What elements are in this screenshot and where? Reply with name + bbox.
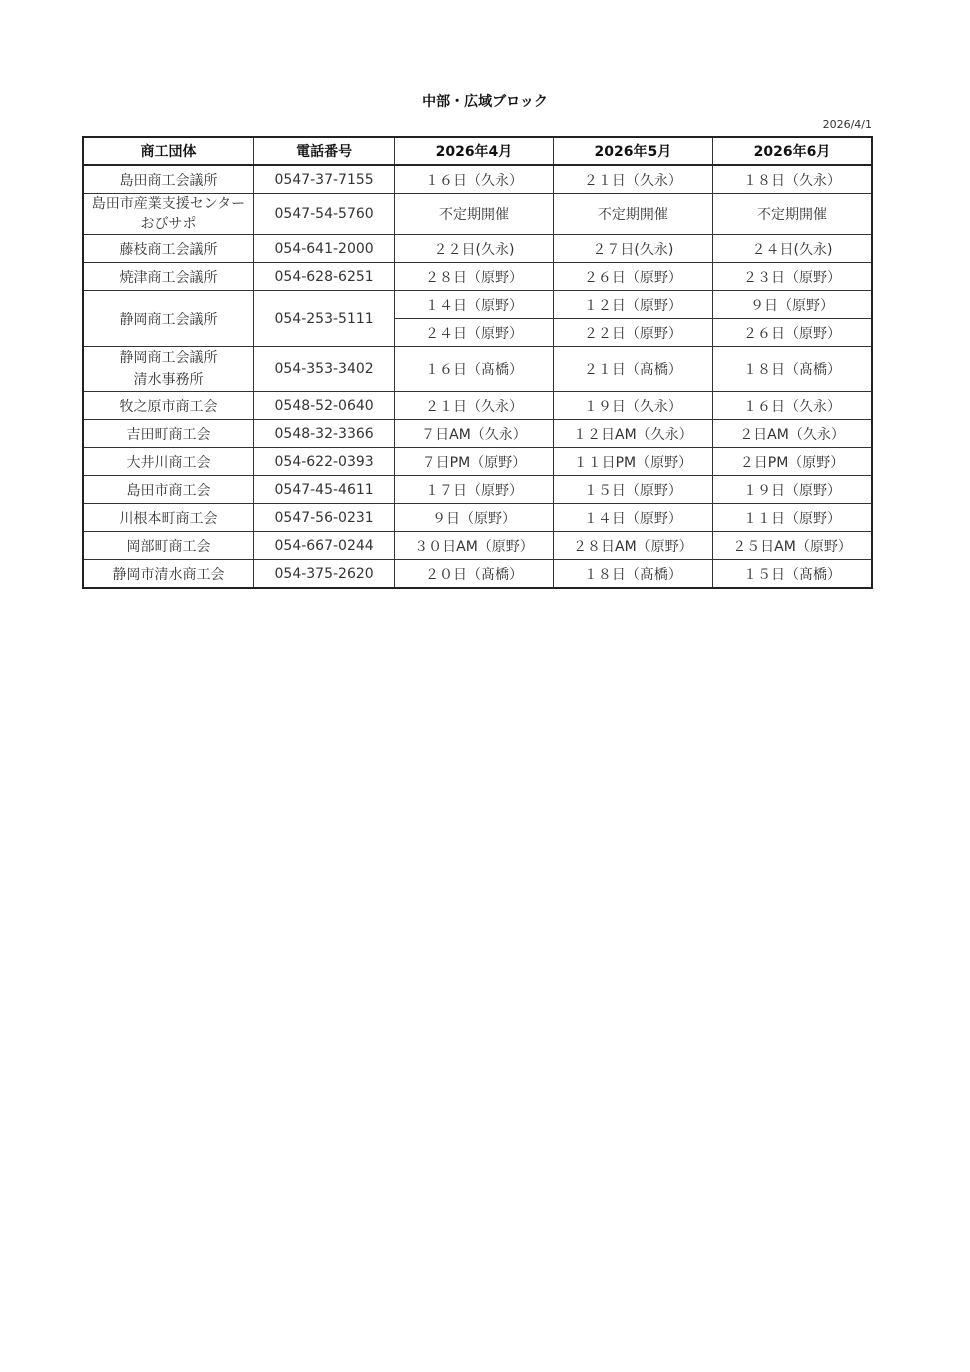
table-row [83, 476, 872, 504]
april-date: ３０日AM（原野） [395, 532, 553, 560]
table-row [83, 448, 872, 476]
june-date: １５日（髙橋） [713, 560, 872, 589]
table-row [83, 420, 872, 448]
may-date: ２１日（髙橋） [553, 347, 712, 392]
june-date: ２４日(久永) [713, 235, 872, 263]
may-date: ２６日（原野） [553, 263, 712, 291]
june-date: 不定期開催 [713, 194, 872, 235]
phone-number: 054-628-6251 [253, 263, 394, 291]
june-date: ９日（原野） [713, 291, 872, 319]
june-date-second: ２６日（原野） [713, 319, 872, 347]
june-date: ２日AM（久永） [713, 420, 872, 448]
june-date: １６日（久永） [713, 392, 872, 420]
table-row [83, 194, 872, 235]
org-name-line1: 静岡商工会議所 [119, 350, 218, 366]
org-name-line1: 島田市産業支援センター [91, 196, 246, 212]
table-row [83, 392, 872, 420]
table-row [83, 165, 872, 194]
org-name [83, 347, 253, 392]
schedule-table [82, 136, 873, 589]
org-name: 藤枝商工会議所 [83, 235, 253, 263]
april-date: １４日（原野） [395, 291, 553, 319]
april-date: 不定期開催 [395, 194, 553, 235]
june-date: ２日PM（原野） [713, 448, 872, 476]
header-phone: 電話番号 [253, 137, 394, 165]
table-row [83, 263, 872, 291]
april-date: ２８日（原野） [395, 263, 553, 291]
table-row [83, 532, 872, 560]
header-june: 2026年6月 [713, 137, 872, 165]
may-date: １８日（髙橋） [553, 560, 712, 589]
june-date: ２５日AM（原野） [713, 532, 872, 560]
phone-number: 054-253-5111 [253, 291, 394, 347]
phone-number: 0547-56-0231 [253, 504, 394, 532]
phone-number: 0547-54-5760 [253, 194, 394, 235]
phone-number: 054-667-0244 [253, 532, 394, 560]
org-name: 川根本町商工会 [83, 504, 253, 532]
april-date: １６日（髙橋） [395, 347, 553, 392]
may-date: １１日PM（原野） [553, 448, 712, 476]
april-date: １６日（久永） [395, 165, 553, 194]
table-row [83, 560, 872, 589]
may-date: １２日（原野） [553, 291, 712, 319]
org-name: 岡部町商工会 [83, 532, 253, 560]
june-date: １１日（原野） [713, 504, 872, 532]
may-date: １９日（久永） [553, 392, 712, 420]
april-date: ２０日（髙橋） [395, 560, 553, 589]
page-title: 中部・広域ブロック [422, 94, 548, 110]
table-row [83, 291, 872, 319]
org-name-line2: おびサポ [140, 216, 197, 232]
may-date: １４日（原野） [553, 504, 712, 532]
may-date: ２１日（久永） [553, 165, 712, 194]
may-date: ２７日(久永) [553, 235, 712, 263]
org-name: 静岡商工会議所 [83, 291, 253, 347]
april-date: ２１日（久永） [395, 392, 553, 420]
document-date: 2026/4/1 [822, 118, 872, 131]
june-date: １８日（久永） [713, 165, 872, 194]
table-row [83, 235, 872, 263]
org-name [83, 194, 253, 235]
april-date: ９日（原野） [395, 504, 553, 532]
april-date: １７日（原野） [395, 476, 553, 504]
phone-number: 054-353-3402 [253, 347, 394, 392]
org-name: 静岡市清水商工会 [83, 560, 253, 589]
june-date: １８日（髙橋） [713, 347, 872, 392]
may-date-second: ２２日（原野） [553, 319, 712, 347]
may-date: １５日（原野） [553, 476, 712, 504]
org-name: 吉田町商工会 [83, 420, 253, 448]
header-organization: 商工団体 [83, 137, 253, 165]
header-may: 2026年5月 [553, 137, 712, 165]
phone-number: 054-641-2000 [253, 235, 394, 263]
table-row [83, 504, 872, 532]
phone-number: 0547-37-7155 [253, 165, 394, 194]
table-header-row [83, 137, 872, 165]
may-date: １２日AM（久永） [553, 420, 712, 448]
april-date: ７日PM（原野） [395, 448, 553, 476]
org-name: 大井川商工会 [83, 448, 253, 476]
org-name-line2: 清水事務所 [133, 372, 204, 388]
april-date: ２２日(久永) [395, 235, 553, 263]
table-row [83, 347, 872, 392]
may-date: 不定期開催 [553, 194, 712, 235]
org-name: 島田商工会議所 [83, 165, 253, 194]
june-date: １９日（原野） [713, 476, 872, 504]
may-date: ２８日AM（原野） [553, 532, 712, 560]
org-name: 焼津商工会議所 [83, 263, 253, 291]
april-date-second: ２４日（原野） [395, 319, 553, 347]
header-april: 2026年4月 [395, 137, 553, 165]
org-name: 牧之原市商工会 [83, 392, 253, 420]
april-date: ７日AM（久永） [395, 420, 553, 448]
phone-number: 054-622-0393 [253, 448, 394, 476]
phone-number: 0548-52-0640 [253, 392, 394, 420]
org-name: 島田市商工会 [83, 476, 253, 504]
phone-number: 054-375-2620 [253, 560, 394, 589]
june-date: ２３日（原野） [713, 263, 872, 291]
phone-number: 0547-45-4611 [253, 476, 394, 504]
phone-number: 0548-32-3366 [253, 420, 394, 448]
